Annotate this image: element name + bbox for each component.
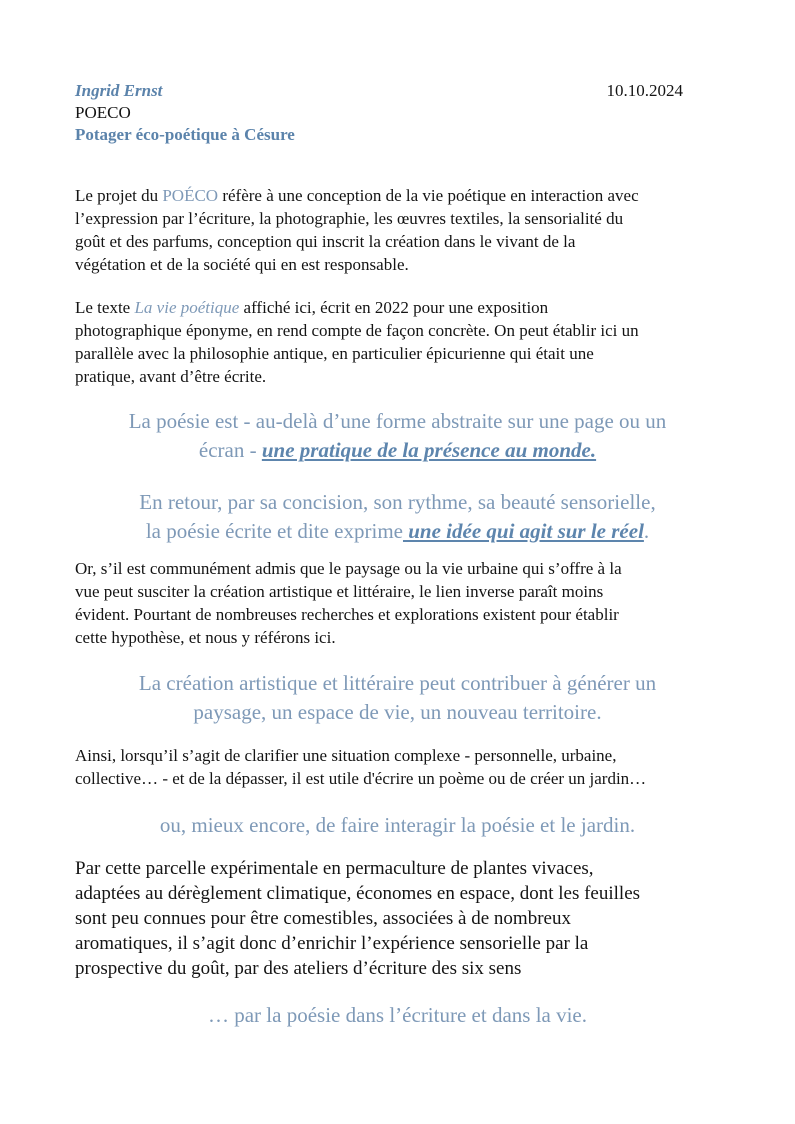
text-segment: prospective du goût, par des ateliers d’écriture des six sens	[75, 958, 522, 979]
text-segment: réfère à une conception de la vie poétique en interaction avec	[218, 186, 639, 205]
body-paragraph-paysage	[75, 557, 720, 649]
body-paragraph-intro	[75, 184, 720, 276]
body-paragraph-la-vie-poetique	[75, 296, 720, 388]
pullquote-interagir	[75, 811, 720, 840]
body-paragraph-ainsi	[75, 744, 720, 790]
text-segment: pratique, avant d’être écrite.	[75, 367, 267, 386]
document-body	[75, 184, 720, 1030]
text-segment: parallèle avec la philosophie antique, en particulier épicurienne qui était une	[75, 344, 594, 363]
text-segment: évident. Pourtant de nombreuses recherches et explorations existent pour établir	[75, 605, 619, 624]
text-segment: vue peut susciter la création artistique et littéraire, le lien inverse paraît moins	[75, 582, 604, 601]
text-segment-accent-italic: La vie poétique	[134, 298, 240, 317]
text-segment: Ainsi, lorsqu’il s’agit de clarifier une situation complexe - personnelle, urbaine,	[75, 746, 617, 765]
document-date: 10.10.2024	[606, 81, 683, 100]
text-segment: collective… - et de la dépasser, il est utile d'écrire un poème ou de créer un jardin…	[75, 769, 647, 788]
text-segment: En retour, par sa concision, son rythme, sa beauté sensorielle,	[139, 490, 656, 514]
text-segment: goût et des parfums, conception qui inscrit la création dans le vivant de la	[75, 232, 576, 251]
text-segment-em: une pratique de la présence au monde.	[261, 438, 597, 462]
pullquote-creation-territoire	[75, 669, 720, 727]
text-segment: l’expression par l’écriture, la photographie, les œuvres textiles, la sensorialité du	[75, 209, 624, 228]
pullquote-pratique-presence	[75, 407, 720, 465]
text-segment: la poésie écrite et dite exprime	[145, 519, 403, 543]
document-header	[75, 80, 720, 146]
text-segment: La création artistique et littéraire peut contribuer à générer un	[138, 671, 657, 695]
text-segment: .	[643, 519, 650, 543]
text-segment: … par la poésie dans l’écriture et dans la vie.	[207, 1003, 587, 1027]
text-segment: sont peu connues pour être comestibles, associées à de nombreux	[75, 908, 571, 929]
organization-name: POECO	[75, 103, 131, 122]
text-segment: affiché ici, écrit en 2022 pour une exposition	[239, 298, 549, 317]
text-segment: ou, mieux encore, de faire interagir la poésie et le jardin.	[159, 813, 636, 837]
body-paragraph-parcelle	[75, 856, 720, 981]
text-segment: photographique éponyme, en rend compte de façon concrète. On peut établir ici un	[75, 321, 639, 340]
text-segment: Le texte	[75, 298, 135, 317]
text-segment: La poésie est - au-delà d’une forme abstraite sur une page ou un	[128, 409, 667, 433]
text-segment: aromatiques, il s’agit donc d’enrichir l’expérience sensorielle par la	[75, 933, 589, 954]
text-segment: paysage, un espace de vie, un nouveau territoire.	[193, 700, 602, 724]
text-segment-accent: POÉCO	[162, 186, 219, 205]
text-segment: adaptées au dérèglement climatique, économes en espace, dont les feuilles	[75, 883, 641, 904]
text-segment-em: une idée qui agit sur le réel	[402, 519, 644, 543]
document-title: Potager éco-poétique à Césure	[75, 125, 295, 144]
text-segment: écran -	[198, 438, 262, 462]
author-name: Ingrid Ernst	[75, 81, 163, 100]
pullquote-idee-reel	[75, 488, 720, 546]
header-author-block	[75, 80, 295, 146]
text-segment: Or, s’il est communément admis que le paysage ou la vie urbaine qui s’offre à la	[75, 559, 622, 578]
pullquote-poesie-vie	[75, 1001, 720, 1030]
text-segment: cette hypothèse, et nous y référons ici.	[75, 628, 336, 647]
text-segment: végétation et de la société qui en est responsable.	[75, 255, 409, 274]
text-segment: Par cette parcelle expérimentale en permaculture de plantes vivaces,	[75, 858, 594, 879]
text-segment: Le projet du	[75, 186, 163, 205]
